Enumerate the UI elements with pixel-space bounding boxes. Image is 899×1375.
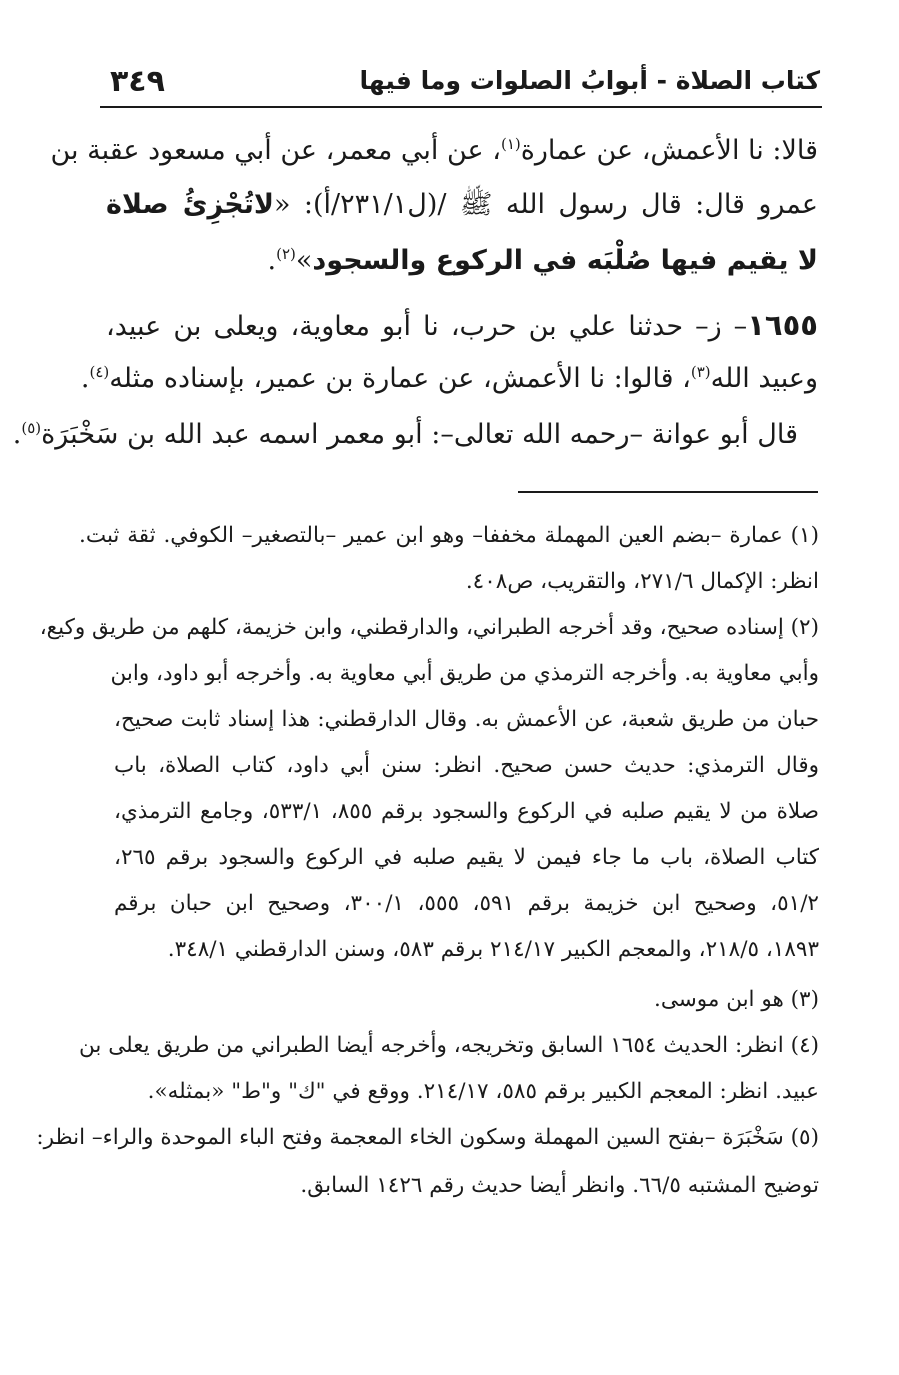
footnote-ref-4: (٤)	[89, 363, 110, 381]
running-title: كتاب الصلاة - أبوابُ الصلوات وما فيها	[359, 66, 820, 95]
page-number: ٣٤٩	[110, 64, 165, 99]
footnote-2-line-8: ١٨٩٣، ٢١٨/٥، والمعجم الكبير ٢١٤/١٧ برقم ٥٨٣، وسنن الدارقطني ٣٤٨/١.	[167, 937, 819, 962]
footnote-2-line-5: صلاة من لا يقيم صلبه في الركوع والسجود برقم ٨٥٥، ٥٣٣/١، وجامع الترمذي،	[114, 799, 819, 824]
footnote-2-line-1: (٢) إسناده صحيح، وقد أخرجه الطبراني، والدارقطني، وابن خزيمة، كلهم من طريق وكيع،	[39, 615, 819, 640]
text-segment: وعبيد الله	[710, 363, 818, 394]
text-segment: – ز– حدثنا علي بن حرب، نا أبو معاوية، ويعلى بن عبيد،	[106, 311, 748, 342]
footnote-ref-5: (٥)	[21, 419, 42, 437]
footnote-5-line-1: (٥) سَخْبَرَة –بفتح السين المهملة وسكون الخاء المعجمة وفتح الباء الموحدة والراء– انظر:	[36, 1125, 819, 1150]
main-line-3	[268, 244, 819, 278]
footnote-4-line-2: عبيد. انظر: المعجم الكبير برقم ٥٨٥، ٢١٤/١٧. ووقع في "ك" و"ط" «بمثله».	[147, 1079, 819, 1104]
footnote-ref-2: (٢)	[276, 245, 296, 263]
hadith-text-bold: لا يقيم فيها صُلْبَه في الركوع والسجود	[312, 245, 818, 276]
text-segment: عمرو قال: قال رسول الله ﷺ /(ل٢٣١/١/أ): «	[273, 189, 818, 220]
footnote-2-line-3: حبان من طريق شعبة، عن الأعمش به. وقال الدارقطني: هذا إسناد ثابت صحيح،	[114, 707, 819, 732]
main-line-1	[50, 134, 818, 168]
footnote-2-line-6: كتاب الصلاة، باب ما جاء فيمن لا يقيم صلبه في الركوع والسجود برقم ٢٦٥،	[114, 845, 819, 870]
footnote-4-line-1: (٤) انظر: الحديث ١٦٥٤ السابق وتخريجه، وأخرجه أيضا الطبراني من طريق يعلى بن	[79, 1033, 820, 1058]
footnote-separator	[518, 491, 818, 493]
header-rule	[100, 106, 822, 108]
footnote-ref-1: (١)	[500, 135, 521, 153]
footnote-1-line-2: انظر: الإكمال ٢٧١/٦، والتقريب، ص٤٠٨.	[465, 569, 819, 594]
footnote-5-line-2: توضيح المشتبه ٦٦/٥. وانظر أيضا حديث رقم ١٤٢٦ السابق.	[300, 1173, 819, 1198]
text-segment: قال أبو عوانة –رحمه الله تعالى–: أبو معمر اسمه عبد الله بن سَخْبَرَة	[41, 419, 798, 450]
main-line-6	[13, 418, 798, 452]
main-line-5	[81, 362, 818, 396]
text-segment: .	[12, 419, 22, 450]
footnote-2-line-4: وقال الترمذي: حديث حسن صحيح. انظر: سنن أبي داود، كتاب الصلاة، باب	[114, 753, 819, 778]
text-segment: .	[267, 245, 277, 276]
footnote-2-line-2: وأبي معاوية به. وأخرجه الترمذي من طريق أبي معاوية به. وأخرجه أبو داود، وابن	[110, 661, 819, 686]
footnote-2-line-7: ٥١/٢، وصحيح ابن خزيمة برقم ٥٩١، ٥٥٥، ٣٠٠/١، وصحيح ابن حبان برقم	[114, 891, 819, 916]
running-header	[98, 62, 820, 102]
footnote-3-line-1: (٣) هو ابن موسى.	[653, 987, 819, 1012]
hadith-number: ١٦٥٥	[747, 308, 818, 342]
footnote-1-line-1: (١) عمارة –بضم العين المهملة مخففا– وهو ابن عمير –بالتصغير– الكوفي. ثقة ثبت.	[79, 523, 819, 548]
text-segment: ، قالوا: نا الأعمش، عن عمارة بن عمير، بإسناده مثله	[109, 363, 691, 394]
footnote-ref-3: (٣)	[690, 363, 711, 381]
text-segment: »	[295, 245, 313, 276]
text-segment: ، عن أبي معمر، عن أبي مسعود عقبة بن	[50, 135, 501, 166]
main-line-4	[106, 308, 818, 344]
text-segment: قالا: نا الأعمش، عن عمارة	[520, 135, 818, 166]
text-segment: .	[80, 363, 90, 394]
hadith-text-bold: لاتُجْزِئُ صلاة	[106, 189, 274, 220]
main-line-2	[106, 188, 818, 222]
